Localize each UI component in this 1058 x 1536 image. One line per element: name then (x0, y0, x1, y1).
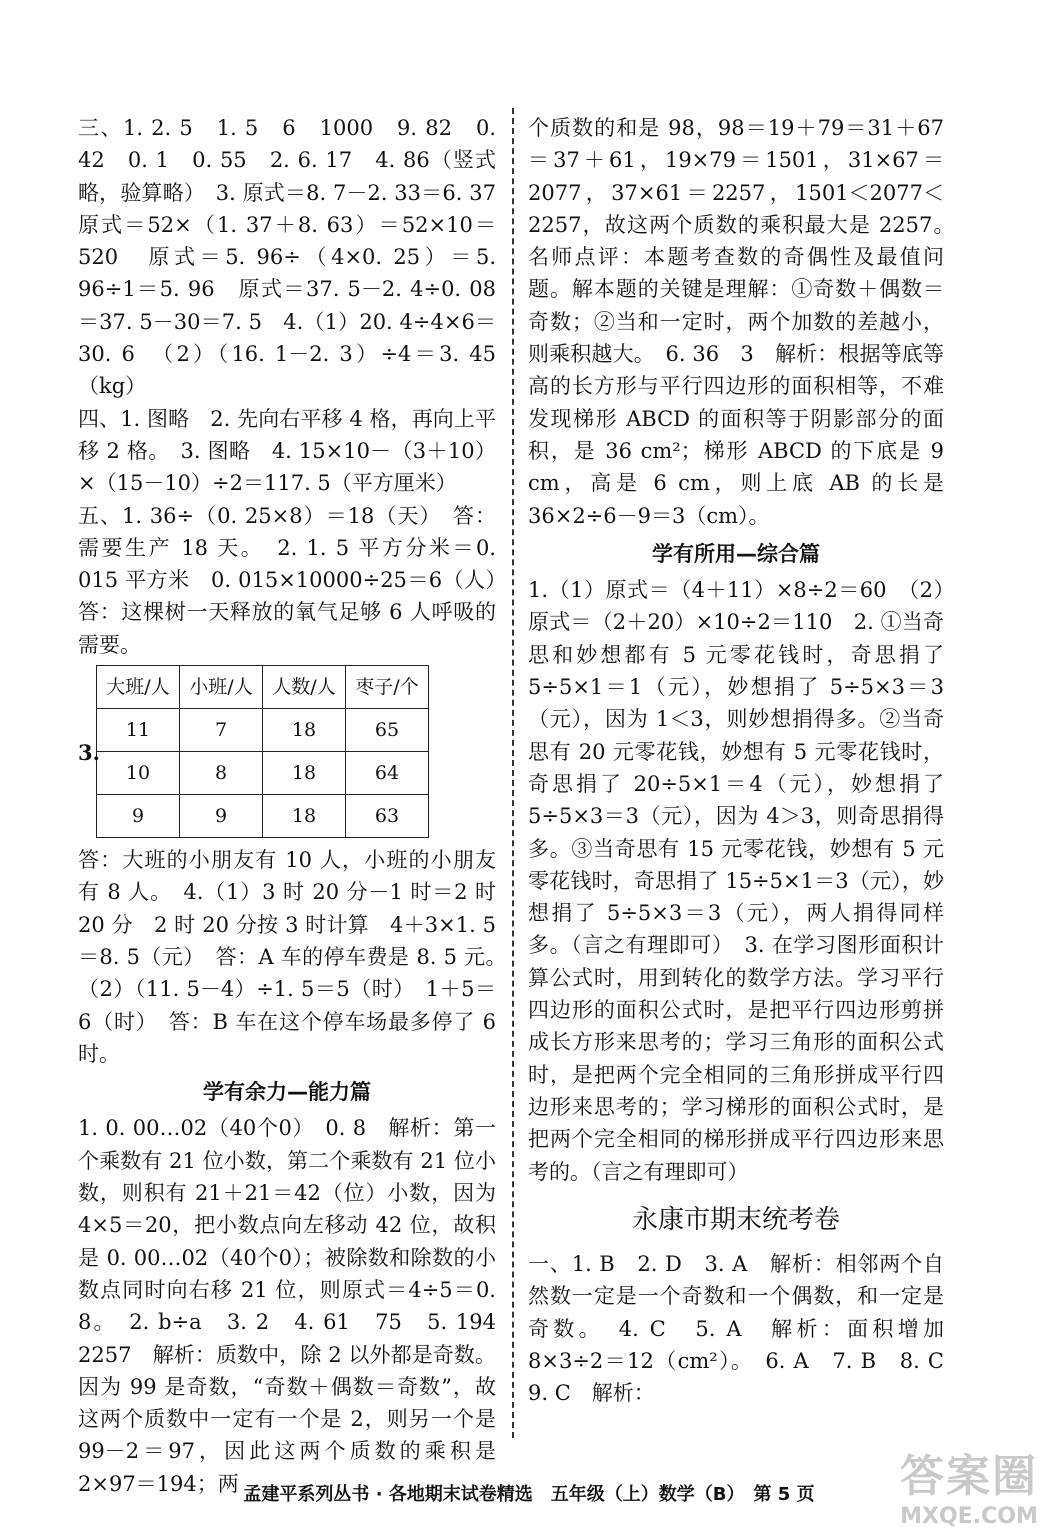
table-cell: 18 (263, 752, 346, 795)
answer-comprehensive: 1.（1）原式＝（4＋11）×8÷2＝60 （2）原式＝（2＋20）×10÷2＝110 2. ①当奇思和妙想都有 5 元零花钱时，奇思捐了 5÷5×1＝1（元），妙想捐了 5÷5×3＝3（元），因为 1＜3，则妙想捐得多。②当奇思有 20 元零花钱，妙想有 5 元零花钱时，奇思捐了 20÷5×1＝4（元），妙想捐了 5÷5×3＝3（元），因为 4＞3，则奇思捐得多。③当奇思有 15 元零花钱，妙想有 5 元零花钱时，奇思捐了 15÷5×1＝3（元），妙想捐了 5÷5×3＝3（元），两人捐得同样多。（言之有理即可） 3. 在学习图形面积计算公式时，用到转化的数学方法。学习平行四边形的面积公式时，是把平行四边形剪拼成长方形来思考的；学习三角形的面积公式时，是把两个完全相同的三角形拼成平行四边形来思考的；学习梯形的面积公式时，是把两个完全相同的梯形拼成平行四边形来思考的。（言之有理即可） (528, 578, 944, 1184)
answer-section-5: 五、1. 36÷（0. 25×8）＝18（天） 答：需要生产 18 天。 2. 1. 5 平方分米＝0. 015 平方米 0. 015×10000÷25＝6（人） 答：这棵树一天释放的氧气足够 6 人呼吸的需要。 (78, 503, 517, 657)
table-header: 人数/人 (263, 666, 346, 709)
page-footer: 孟建平系列丛书 · 各地期末试卷精选 五年级（上）数学（B） 第 5 页 (243, 1484, 815, 1505)
answer-section-3: 三、1. 2. 5 1. 5 6 1000 9. 82 0. 42 0. 1 0. 55 2. 6. 17 4. 86（竖式略，验算略） 3. 原式＝8. 7－2. 33＝6. 37 原式＝52×（1. 37＋8. 63）＝52×10＝520 原式＝5. 96÷（4×0. 25）＝5. 96÷1＝5. 96 原式＝37. 5－2. 4÷0. 08＝37. 5－30＝7. 5 4.（1）20. 4÷4×6＝30. 6 （2）（16. 1－2. 3）÷4＝3. 45（kg） (78, 116, 517, 399)
answer-table-followup: 答：大班的小朋友有 10 人，小班的小朋友有 8 人。 4.（1）3 时 20 分－1 时＝2 时 20 分 2 时 20 分按 3 时计算 4＋3×1. 5＝8. 5（元） 答：A 车的停车费是 8. 5 元。 （2）（11. 5－4）÷1. 5＝5（时） 1＋5＝6（时） 答：B 车在这个停车场最多停了 6 时。 (78, 848, 517, 1066)
column-divider (512, 108, 514, 1438)
table-header-row (97, 666, 429, 709)
right-column (528, 112, 965, 1410)
table-row (97, 709, 429, 752)
answer-continued: 个质数的和是 98，98＝19＋79＝31＋67＝37＋61，19×79＝1501，31×67＝2077，37×61＝2257，1501＜2077＜2257，故这两个质数的乘积最大是 2257。 名师点评：本题考查数的奇偶性及最值问题。解本题的关键是理解：①奇数＋偶数＝奇数；②当和一定时，两个加数的差越小，则乘积越大。 6. 36 3 解析：根据等底等高的长方形与平行四边形的面积相等，不难发现梯形 ABCD 的面积等于阴影部分的面积，是 36 cm²；梯形 ABCD 的下底是 9 cm，高是 6 cm，则上底 AB 的长是 36×2÷6－9＝3（cm）。 (528, 116, 965, 528)
table-header: 大班/人 (97, 666, 180, 709)
watermark-text: 答案圈 (900, 1451, 1038, 1502)
table-cell: 65 (346, 709, 429, 752)
section-title-ability: 学有余力—能力篇 (203, 1080, 371, 1105)
table-row (97, 752, 429, 795)
answer-table-block (78, 665, 496, 838)
table-cell: 64 (346, 752, 429, 795)
table-cell: 10 (97, 752, 180, 795)
table-cell: 18 (263, 709, 346, 752)
table-cell: 63 (346, 795, 429, 838)
table-header: 枣子/个 (346, 666, 429, 709)
left-column (78, 112, 517, 1500)
table-cell: 11 (97, 709, 180, 752)
watermark-url: MXQE.COM (900, 1504, 1038, 1529)
exam-title: 永康市期末统考卷 (631, 1204, 840, 1235)
table-row (97, 795, 429, 838)
table-cell: 8 (180, 752, 263, 795)
answer-section-4: 四、1. 图略 2. 先向右平移 4 格，再向上平移 2 格。 3. 图略 4. 15×10－（3＋10）×（15－10）÷2＝117. 5（平方厘米） (78, 406, 496, 496)
table-cell: 9 (97, 795, 180, 838)
table-cell: 7 (180, 709, 263, 752)
watermark-logo (894, 1440, 1044, 1528)
table-cell: 9 (180, 795, 263, 838)
table-header: 小班/人 (180, 666, 263, 709)
table-label: 3. (78, 740, 100, 766)
answer-exam: 一、1. B 2. D 3. A 解析：相邻两个自然数一定是一个奇数和一个偶数，和一定是奇数。 4. C 5. A 解析：面积增加 8×3÷2＝12（cm²）。 6. A 7. B 8. C 9. C 解析： (528, 1252, 965, 1406)
table-cell: 18 (263, 795, 346, 838)
class-data-table (96, 665, 429, 838)
answer-ability: 1. 0. 00…02（40个0） 0. 8 解析：第一个乘数有 21 位小数，第二个乘数有 21 位小数，则积有 21＋21＝42（位）小数，因为 4×5＝20，把小数点向左移动 42 位，故积是 0. 00…02（40个0）；被除数和除数的小数点同时向右移 21 位，则原式＝4÷5＝0. 8。 2. b÷a 3. 2 4. 61 75 5. 194 2257 解析：质数中，除 2 以外都是奇数。因为 99 是奇数，“奇数＋偶数＝奇数”，故这两个质数中一定有一个是 2，则另一个是 99－2＝97，因此这两个质数的乘积是 2×97＝194；两 (78, 1116, 517, 1496)
section-title-comprehensive: 学有所用—综合篇 (652, 541, 820, 566)
